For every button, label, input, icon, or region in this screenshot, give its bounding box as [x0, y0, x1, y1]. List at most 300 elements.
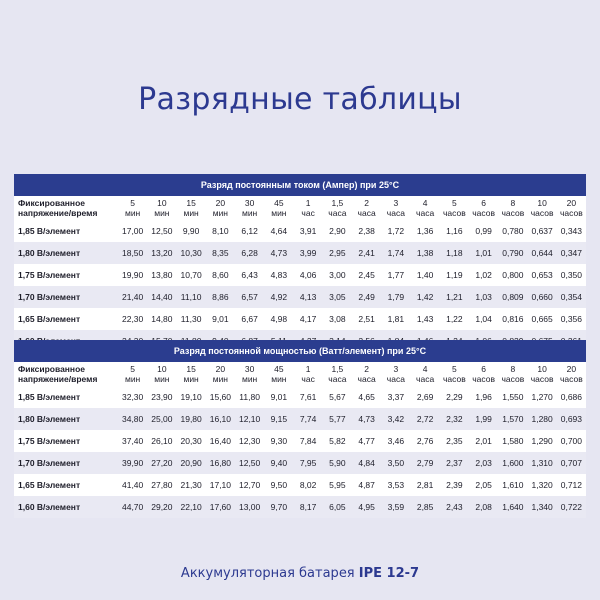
time-unit: часа — [328, 374, 347, 384]
time-unit: часа — [328, 208, 347, 218]
table-cell: 23,90 — [147, 386, 176, 408]
table-cell: 2,45 — [352, 264, 381, 286]
table-cell: 29,20 — [147, 496, 176, 518]
time-header — [352, 196, 381, 220]
time-unit: мин — [271, 208, 287, 218]
table-cell: 27,20 — [147, 452, 176, 474]
time-value: 45 — [274, 364, 284, 374]
time-header — [147, 362, 176, 386]
table-cell: 2,76 — [411, 430, 440, 452]
time-header — [264, 362, 293, 386]
time-value: 1,5 — [331, 364, 344, 374]
table-cell: 4,87 — [352, 474, 381, 496]
table-cell: 13,00 — [235, 496, 264, 518]
voltage-label: 1,75 В/элемент — [14, 264, 118, 286]
time-header — [498, 362, 527, 386]
voltage-label: 1,75 В/элемент — [14, 430, 118, 452]
table-cell: 6,57 — [235, 286, 264, 308]
table-cell: 26,10 — [147, 430, 176, 452]
time-unit: часа — [386, 208, 405, 218]
table-cell: 12,10 — [235, 408, 264, 430]
time-header — [177, 362, 206, 386]
time-value: 1,5 — [331, 198, 344, 208]
table-cell: 1,600 — [498, 452, 527, 474]
table-cell: 2,29 — [440, 386, 469, 408]
table-cell: 0,707 — [557, 452, 586, 474]
table-cell: 1,01 — [469, 242, 498, 264]
table-cell: 2,03 — [469, 452, 498, 474]
table-cell: 1,18 — [440, 242, 469, 264]
table-cell: 4,73 — [352, 408, 381, 430]
table-row — [14, 308, 586, 330]
time-value: 4 — [422, 198, 428, 208]
time-unit: мин — [183, 208, 199, 218]
time-header — [177, 196, 206, 220]
time-unit: мин — [271, 374, 287, 384]
table-cell: 2,79 — [411, 452, 440, 474]
table-cell: 3,99 — [294, 242, 323, 264]
table-cell: 3,05 — [323, 286, 352, 308]
table-cell: 3,08 — [323, 308, 352, 330]
time-value: 15 — [186, 198, 196, 208]
time-value: 6 — [481, 198, 486, 208]
table-cell: 1,270 — [528, 386, 557, 408]
time-unit: часов — [443, 208, 466, 218]
table-row — [14, 496, 586, 518]
table-cell: 41,40 — [118, 474, 147, 496]
table-cell: 34,80 — [118, 408, 147, 430]
table-cell: 2,69 — [411, 386, 440, 408]
table-cell: 21,30 — [177, 474, 206, 496]
time-unit: часов — [560, 374, 583, 384]
time-header — [294, 362, 323, 386]
table-cell: 37,40 — [118, 430, 147, 452]
table-cell: 1,77 — [381, 264, 410, 286]
table-cell: 0,722 — [557, 496, 586, 518]
current-discharge-table — [14, 174, 586, 352]
table-cell: 3,00 — [323, 264, 352, 286]
time-header — [528, 362, 557, 386]
time-header — [147, 196, 176, 220]
table-cell: 25,00 — [147, 408, 176, 430]
time-value: 15 — [186, 364, 196, 374]
time-header — [469, 196, 498, 220]
table-cell: 0,816 — [498, 308, 527, 330]
table-cell: 1,43 — [411, 308, 440, 330]
table-cell: 16,80 — [206, 452, 235, 474]
table-cell: 2,85 — [411, 496, 440, 518]
voltage-label: 1,70 В/элемент — [14, 286, 118, 308]
table-cell: 2,01 — [469, 430, 498, 452]
table-cell: 9,30 — [264, 430, 293, 452]
time-value: 1 — [305, 198, 311, 208]
time-value: 45 — [274, 198, 284, 208]
table-cell: 4,95 — [352, 496, 381, 518]
table-cell: 5,95 — [323, 474, 352, 496]
time-value: 8 — [510, 198, 516, 208]
table-cell: 2,32 — [440, 408, 469, 430]
table-cell: 9,70 — [264, 496, 293, 518]
table-cell: 4,84 — [352, 452, 381, 474]
table-cell: 13,20 — [147, 242, 176, 264]
table-row — [14, 286, 586, 308]
voltage-label: 1,85 В/элемент — [14, 386, 118, 408]
table-cell: 1,04 — [469, 308, 498, 330]
table-cell: 17,10 — [206, 474, 235, 496]
table-row — [14, 264, 586, 286]
time-unit: часа — [357, 374, 376, 384]
table-cell: 6,28 — [235, 242, 264, 264]
table-cell: 0,700 — [557, 430, 586, 452]
table-cell: 8,60 — [206, 264, 235, 286]
table-cell: 2,35 — [440, 430, 469, 452]
table-cell: 11,80 — [235, 386, 264, 408]
table-cell: 5,77 — [323, 408, 352, 430]
table-cell: 1,74 — [381, 242, 410, 264]
table-cell: 0,693 — [557, 408, 586, 430]
time-value: 20 — [566, 364, 577, 374]
table-cell: 15,60 — [206, 386, 235, 408]
time-unit: часов — [501, 374, 525, 384]
time-value: 10 — [157, 364, 167, 374]
table-cell: 9,01 — [264, 386, 293, 408]
table-cell: 11,30 — [177, 308, 206, 330]
table-row — [14, 386, 586, 408]
power-discharge-table — [14, 340, 586, 518]
table-cell: 7,74 — [294, 408, 323, 430]
table-caption: Разряд постоянной мощностью (Ватт/элемент) при 25°С — [14, 340, 586, 362]
table-cell: 1,19 — [440, 264, 469, 286]
table-cell: 3,50 — [381, 452, 410, 474]
time-unit: час — [301, 208, 315, 218]
table-cell: 10,30 — [177, 242, 206, 264]
table-cell: 4,06 — [294, 264, 323, 286]
voltage-label: 1,80 В/элемент — [14, 408, 118, 430]
table-cell: 1,580 — [498, 430, 527, 452]
time-unit: часа — [386, 374, 405, 384]
table-cell: 1,340 — [528, 496, 557, 518]
time-unit: часа — [416, 208, 435, 218]
time-value: 2 — [364, 364, 369, 374]
time-header — [411, 362, 440, 386]
page-title: Разрядные таблицы — [138, 82, 462, 117]
header-label — [14, 362, 118, 386]
time-unit: часов — [443, 374, 466, 384]
table-row — [14, 452, 586, 474]
table-cell: 6,05 — [323, 496, 352, 518]
table-cell: 12,30 — [235, 430, 264, 452]
time-unit: мин — [124, 208, 141, 218]
time-value: 3 — [393, 198, 399, 208]
footer-model: IPE 12-7 — [358, 566, 420, 581]
time-value: 8 — [510, 364, 516, 374]
time-header — [264, 196, 293, 220]
time-header — [498, 196, 527, 220]
table-cell: 0,660 — [528, 286, 557, 308]
table-cell: 44,70 — [118, 496, 147, 518]
time-value: 1 — [305, 364, 311, 374]
time-value: 10 — [157, 198, 167, 208]
table-cell: 2,49 — [352, 286, 381, 308]
table-cell: 22,10 — [177, 496, 206, 518]
time-header — [557, 196, 586, 220]
table-row — [14, 474, 586, 496]
table-cell: 9,15 — [264, 408, 293, 430]
time-unit: мин — [241, 374, 258, 384]
table-cell: 2,81 — [411, 474, 440, 496]
table-cell: 0,347 — [557, 242, 586, 264]
table-cell: 19,80 — [177, 408, 206, 430]
time-value: 5 — [452, 364, 457, 374]
time-header — [118, 362, 147, 386]
header-label-line1: Фиксированное — [18, 198, 85, 208]
time-header — [323, 362, 352, 386]
time-value: 10 — [537, 364, 547, 374]
table-cell: 1,02 — [469, 264, 498, 286]
table-cell: 32,30 — [118, 386, 147, 408]
table-cell: 4,17 — [294, 308, 323, 330]
table-cell: 3,42 — [381, 408, 410, 430]
footer-prefix: Аккумуляторная батарея — [180, 566, 359, 581]
time-header — [118, 196, 147, 220]
time-value: 5 — [130, 198, 135, 208]
table-cell: 0,356 — [557, 308, 586, 330]
table-cell: 6,43 — [235, 264, 264, 286]
time-header — [381, 362, 410, 386]
table-cell: 17,60 — [206, 496, 235, 518]
table-cell: 2,90 — [323, 220, 352, 242]
time-value: 5 — [130, 364, 135, 374]
time-unit: мин — [212, 208, 229, 218]
time-header — [381, 196, 410, 220]
table-cell: 1,16 — [440, 220, 469, 242]
time-value: 5 — [452, 198, 457, 208]
table-cell: 8,10 — [206, 220, 235, 242]
table-cell: 2,05 — [469, 474, 498, 496]
table-cell: 3,53 — [381, 474, 410, 496]
table-cell: 1,22 — [440, 308, 469, 330]
table-cell: 6,12 — [235, 220, 264, 242]
table-row — [14, 220, 586, 242]
time-header — [557, 362, 586, 386]
table-cell: 8,17 — [294, 496, 323, 518]
table-cell: 1,42 — [411, 286, 440, 308]
time-value: 20 — [566, 198, 577, 208]
table-row — [14, 242, 586, 264]
time-unit: часов — [530, 374, 554, 384]
time-value: 20 — [215, 364, 226, 374]
header-label-line1: Фиксированное — [18, 364, 85, 374]
table-cell: 0,800 — [498, 264, 527, 286]
table-cell: 3,46 — [381, 430, 410, 452]
table-cell: 3,59 — [381, 496, 410, 518]
table-cell: 0,343 — [557, 220, 586, 242]
table-cell: 2,51 — [352, 308, 381, 330]
table-cell: 4,83 — [264, 264, 293, 286]
table-cell: 6,67 — [235, 308, 264, 330]
header-label — [14, 196, 118, 220]
time-value: 30 — [244, 198, 255, 208]
time-value: 30 — [244, 364, 255, 374]
table-cell: 0,780 — [498, 220, 527, 242]
table-cell: 1,38 — [411, 242, 440, 264]
table-cell: 14,80 — [147, 308, 176, 330]
time-header — [235, 362, 264, 386]
table-cell: 2,41 — [352, 242, 381, 264]
table-cell: 7,61 — [294, 386, 323, 408]
time-value: 10 — [537, 198, 547, 208]
table-cell: 12,50 — [147, 220, 176, 242]
table-cell: 16,10 — [206, 408, 235, 430]
table-cell: 8,86 — [206, 286, 235, 308]
table-cell: 1,72 — [381, 220, 410, 242]
time-unit: мин — [212, 374, 229, 384]
time-unit: мин — [124, 374, 141, 384]
table-cell: 0,790 — [498, 242, 527, 264]
table-cell: 0,809 — [498, 286, 527, 308]
time-unit: часа — [416, 374, 435, 384]
table-cell: 9,01 — [206, 308, 235, 330]
time-header — [469, 362, 498, 386]
table-cell: 0,712 — [557, 474, 586, 496]
table-cell: 4,13 — [294, 286, 323, 308]
time-header — [528, 196, 557, 220]
table-cell: 4,77 — [352, 430, 381, 452]
table-cell: 3,91 — [294, 220, 323, 242]
time-value: 2 — [364, 198, 369, 208]
table-cell: 0,653 — [528, 264, 557, 286]
table-cell: 0,350 — [557, 264, 586, 286]
table-cell: 39,90 — [118, 452, 147, 474]
table-cell: 1,550 — [498, 386, 527, 408]
table-cell: 0,637 — [528, 220, 557, 242]
table-cell: 14,40 — [147, 286, 176, 308]
table-cell: 4,73 — [264, 242, 293, 264]
time-unit: часов — [560, 208, 583, 218]
table-cell: 0,99 — [469, 220, 498, 242]
time-header — [294, 196, 323, 220]
table-cell: 21,40 — [118, 286, 147, 308]
table-cell: 2,95 — [323, 242, 352, 264]
time-header — [411, 196, 440, 220]
time-header — [440, 362, 469, 386]
table-cell: 1,310 — [528, 452, 557, 474]
table-cell: 10,70 — [177, 264, 206, 286]
time-value: 4 — [422, 364, 428, 374]
time-header — [235, 196, 264, 220]
table-row — [14, 408, 586, 430]
table-cell: 5,67 — [323, 386, 352, 408]
time-header — [206, 362, 235, 386]
table-cell: 1,03 — [469, 286, 498, 308]
time-unit: час — [301, 374, 315, 384]
table-cell: 1,81 — [381, 308, 410, 330]
table-cell: 16,40 — [206, 430, 235, 452]
table-cell: 2,72 — [411, 408, 440, 430]
table-cell: 13,80 — [147, 264, 176, 286]
footer-caption — [0, 566, 600, 581]
table-cell: 7,84 — [294, 430, 323, 452]
table-cell: 2,37 — [440, 452, 469, 474]
table-cell: 9,90 — [177, 220, 206, 242]
time-unit: мин — [241, 208, 258, 218]
table-cell: 5,90 — [323, 452, 352, 474]
table-cell: 4,92 — [264, 286, 293, 308]
table-cell: 1,570 — [498, 408, 527, 430]
voltage-label: 1,85 В/элемент — [14, 220, 118, 242]
time-unit: часов — [501, 208, 525, 218]
table-cell: 27,80 — [147, 474, 176, 496]
table-cell: 18,50 — [118, 242, 147, 264]
table-cell: 1,96 — [469, 386, 498, 408]
header-label-line2: напряжение/время — [18, 208, 98, 218]
table-cell: 7,95 — [294, 452, 323, 474]
table-cell: 12,70 — [235, 474, 264, 496]
time-unit: часов — [472, 208, 495, 218]
table-cell: 4,65 — [352, 386, 381, 408]
time-value: 20 — [215, 198, 226, 208]
table-cell: 0,644 — [528, 242, 557, 264]
time-header — [323, 196, 352, 220]
time-header — [206, 196, 235, 220]
time-unit: часов — [472, 374, 495, 384]
table-cell: 1,280 — [528, 408, 557, 430]
voltage-label: 1,65 В/элемент — [14, 474, 118, 496]
table-cell: 11,10 — [177, 286, 206, 308]
table-cell: 9,50 — [264, 474, 293, 496]
table-cell: 4,64 — [264, 220, 293, 242]
table-cell: 9,40 — [264, 452, 293, 474]
table-cell: 1,99 — [469, 408, 498, 430]
table-cell: 1,40 — [411, 264, 440, 286]
table-cell: 17,00 — [118, 220, 147, 242]
table-cell: 1,320 — [528, 474, 557, 496]
table-cell: 1,21 — [440, 286, 469, 308]
table-cell: 2,43 — [440, 496, 469, 518]
table-cell: 1,36 — [411, 220, 440, 242]
table-cell: 1,79 — [381, 286, 410, 308]
table-cell: 0,354 — [557, 286, 586, 308]
time-header — [352, 362, 381, 386]
table-cell: 0,665 — [528, 308, 557, 330]
time-value: 6 — [481, 364, 486, 374]
table-cell: 3,37 — [381, 386, 410, 408]
table-cell: 20,30 — [177, 430, 206, 452]
table-cell: 4,98 — [264, 308, 293, 330]
table-caption: Разряд постоянным током (Ампер) при 25°С — [14, 174, 586, 196]
table-cell: 1,640 — [498, 496, 527, 518]
time-unit: мин — [154, 208, 170, 218]
table-row — [14, 430, 586, 452]
time-unit: часов — [530, 208, 554, 218]
table-cell: 2,39 — [440, 474, 469, 496]
table-cell: 2,38 — [352, 220, 381, 242]
voltage-label: 1,80 В/элемент — [14, 242, 118, 264]
time-unit: часа — [357, 208, 376, 218]
table-cell: 22,30 — [118, 308, 147, 330]
voltage-label: 1,70 В/элемент — [14, 452, 118, 474]
voltage-label: 1,60 В/элемент — [14, 496, 118, 518]
time-value: 3 — [393, 364, 399, 374]
table-cell: 12,50 — [235, 452, 264, 474]
time-unit: мин — [154, 374, 170, 384]
time-unit: мин — [183, 374, 199, 384]
table-cell: 20,90 — [177, 452, 206, 474]
table-cell: 19,10 — [177, 386, 206, 408]
header-label-line2: напряжение/время — [18, 374, 98, 384]
table-cell: 0,686 — [557, 386, 586, 408]
table-cell: 8,02 — [294, 474, 323, 496]
